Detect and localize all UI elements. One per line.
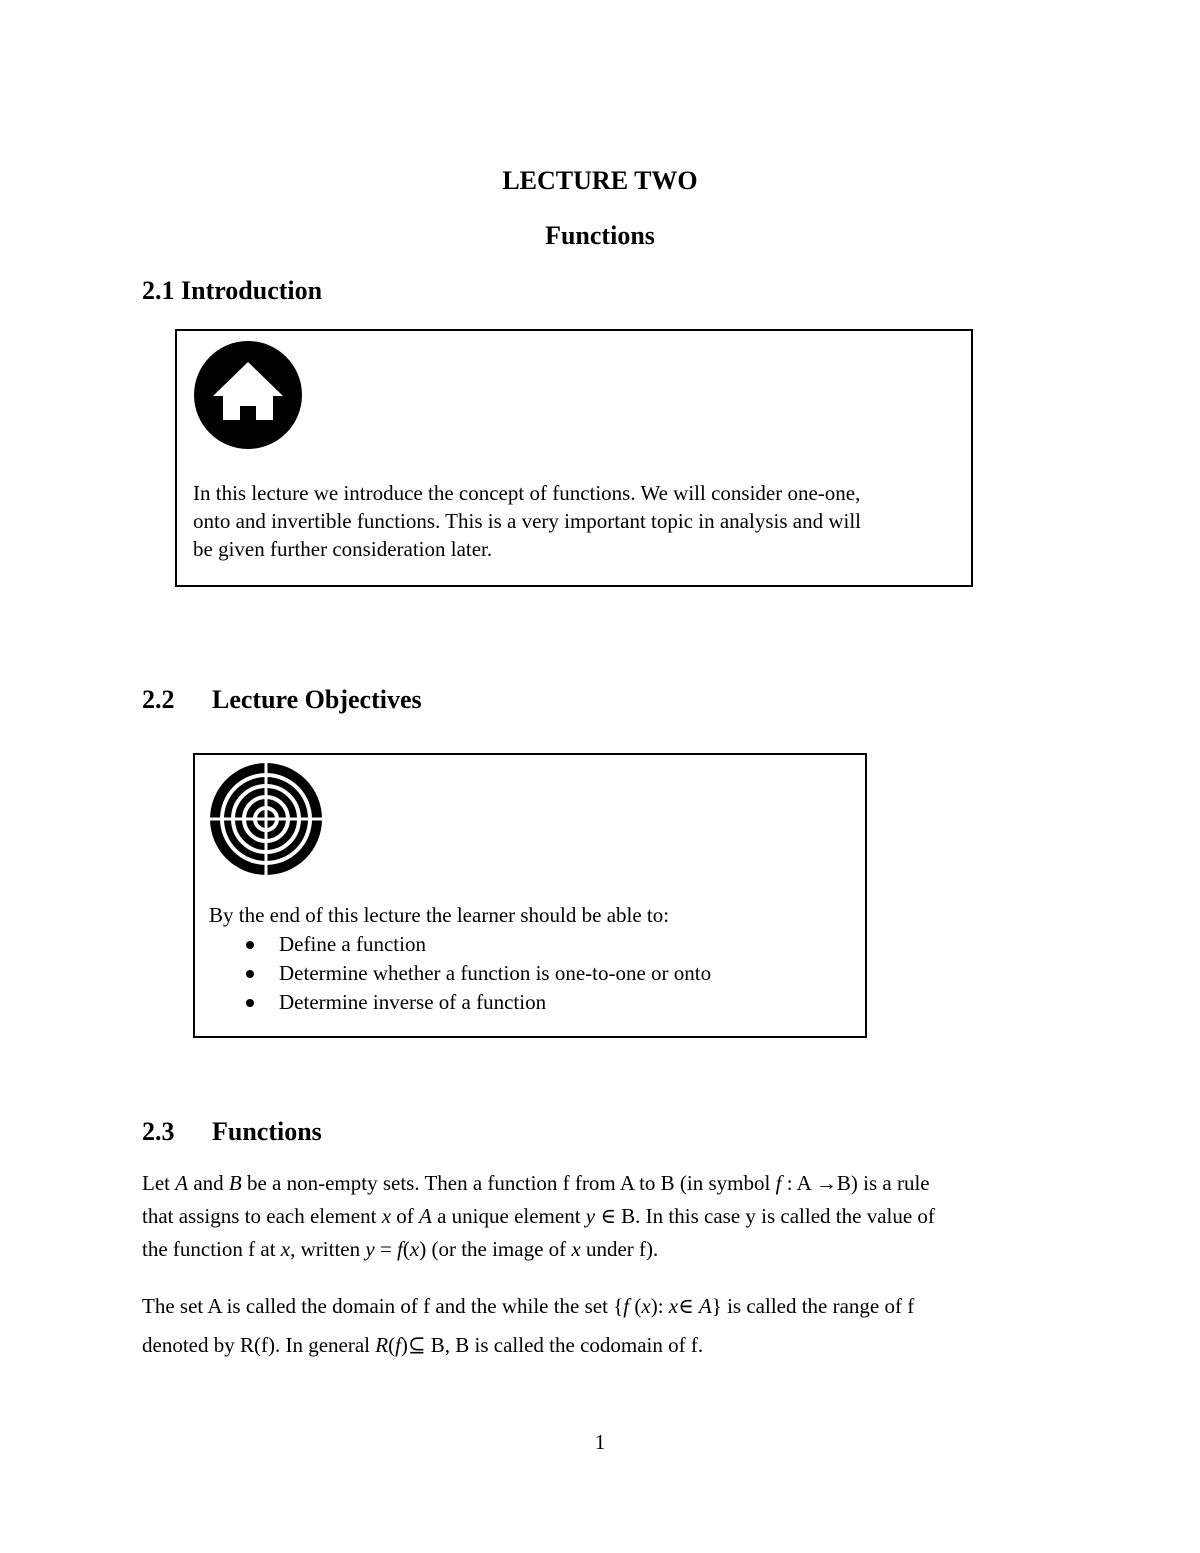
functions-title: Functions [212,1117,322,1146]
page-number: 1 [594,1430,606,1454]
objectives-heading [142,685,422,715]
list-item: Determine inverse of a function [209,988,849,1017]
paragraph-line: the function f at x, written y = f(x) (or the image of x under f). [142,1237,659,1261]
functions-number: 2.3 [142,1117,175,1146]
intro-heading: 2.1 Introduction [142,276,323,305]
paragraph-line: Let A and B be a non-empty sets. Then a function f from A to B (in symbol f : A →B) is a rule [142,1171,930,1195]
objectives-title: Lecture Objectives [212,685,422,714]
paragraph-line: denoted by R(f). In general R(f)⊆ B, B is called the codomain of f. [142,1333,704,1357]
intro-text-line: onto and invertible functions. This is a very important topic in analysis and will [193,509,862,533]
functions-heading [142,1117,322,1147]
objectives-box [193,753,867,1038]
objectives-number: 2.2 [142,685,175,714]
target-icon [209,762,323,876]
topic-title: Functions [545,221,655,250]
intro-text-line: In this lecture we introduce the concept of functions. We will consider one-one, [193,481,861,505]
lecture-title: LECTURE TWO [502,166,698,195]
domain-range-paragraph [142,1294,1072,1366]
home-icon [193,340,303,450]
objectives-lead: By the end of this lecture the learner should be able to: [209,903,670,927]
intro-text-line: be given further consideration later. [193,537,493,561]
list-item: Define a function [209,930,849,959]
paragraph-line: that assigns to each element x of A a unique element y ∈ B. In this case y is called the value of [142,1204,935,1228]
function-definition-paragraph [142,1171,1072,1270]
intro-text [193,479,963,563]
list-item: Determine whether a function is one-to-one or onto [209,959,849,988]
objectives-text [209,901,849,1017]
paragraph-line: The set A is called the domain of f and the while the set {f (x): x∈ A} is called the range of f [142,1294,915,1318]
intro-box [175,329,973,587]
objectives-list [209,930,849,1017]
